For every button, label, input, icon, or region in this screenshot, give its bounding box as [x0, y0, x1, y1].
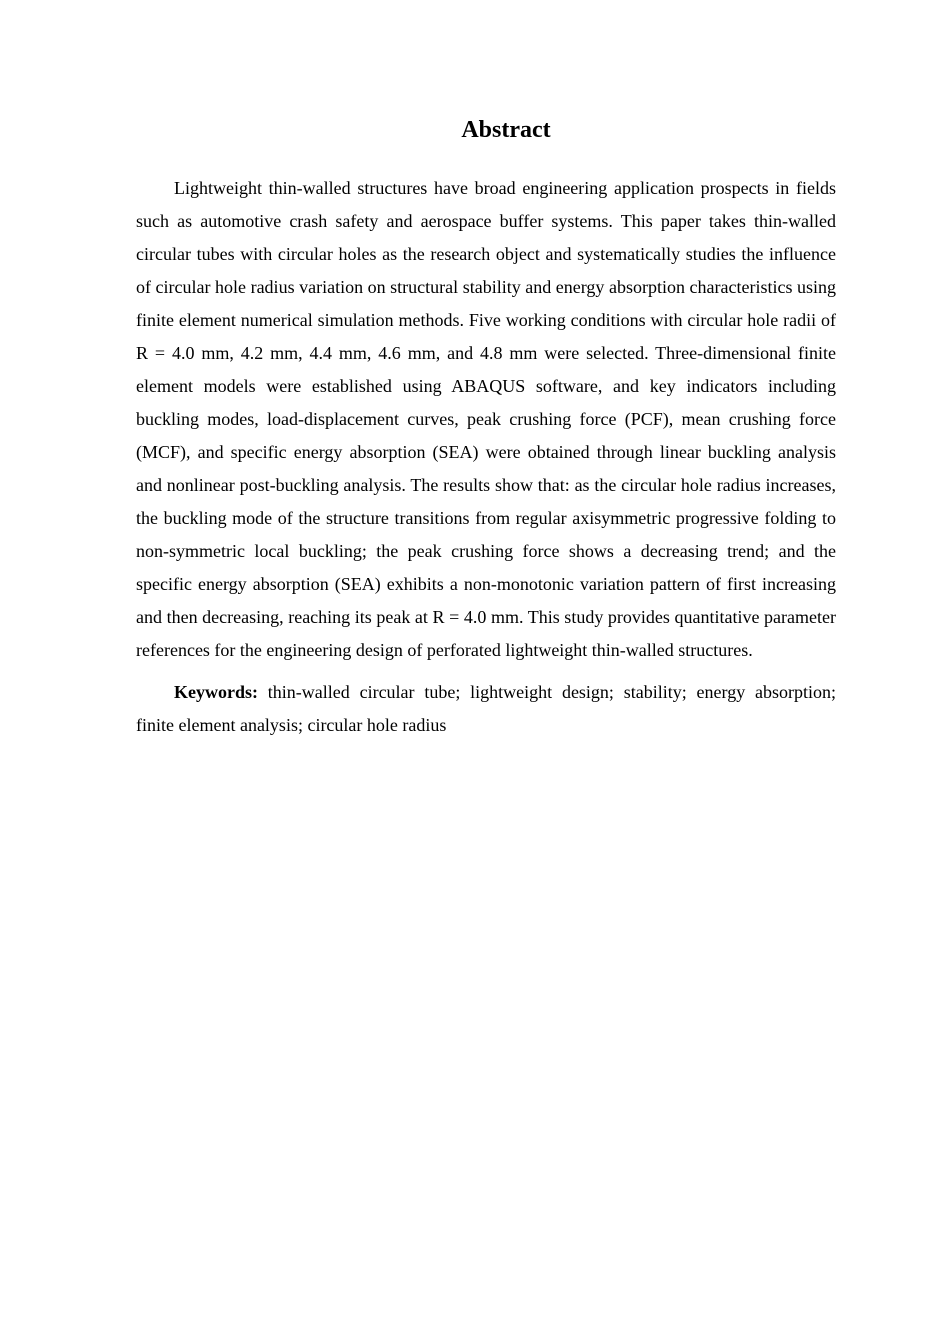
keywords-label: Keywords: [174, 682, 258, 702]
abstract-paragraph: Lightweight thin-walled structures have broad engineering application prospects in fields such as automotive crash safety and aerospace buffer systems. This paper takes thin-walled circular tubes with circular holes as the research object and systematically studies the influence of circular hole radius variation on structural stability and energy absorption characteristics using finite element numerical simulation methods. Five working conditions with circular hole radii of R = 4.0 mm, 4.2 mm, 4.4 mm, 4.6 mm, and 4.8 mm were selected. Three-dimensional finite element models were established using ABAQUS software, and key indicators including buckling modes, load-displacement curves, peak crushing force (PCF), mean crushing force (MCF), and specific energy absorption (SEA) were obtained through linear buckling analysis and nonlinear post-buckling analysis. The results show that: as the circular hole radius increases, the buckling mode of the structure transitions from regular axisymmetric progressive folding to non-symmetric local buckling; the peak crushing force shows a decreasing trend; and the specific energy absorption (SEA) exhibits a non-monotonic variation pattern of first increasing and then decreasing, reaching its peak at R = 4.0 mm. This study provides quantitative parameter references for the engineering design of perforated lightweight thin-walled structures. [136, 178, 836, 660]
abstract-title: Abstract [461, 117, 551, 143]
keywords-text: thin-walled circular tube; lightweight design; stability; energy absorption; finite element analysis; circular hole radius [136, 682, 836, 735]
keywords-paragraph [136, 676, 836, 742]
abstract-page [136, 112, 836, 742]
